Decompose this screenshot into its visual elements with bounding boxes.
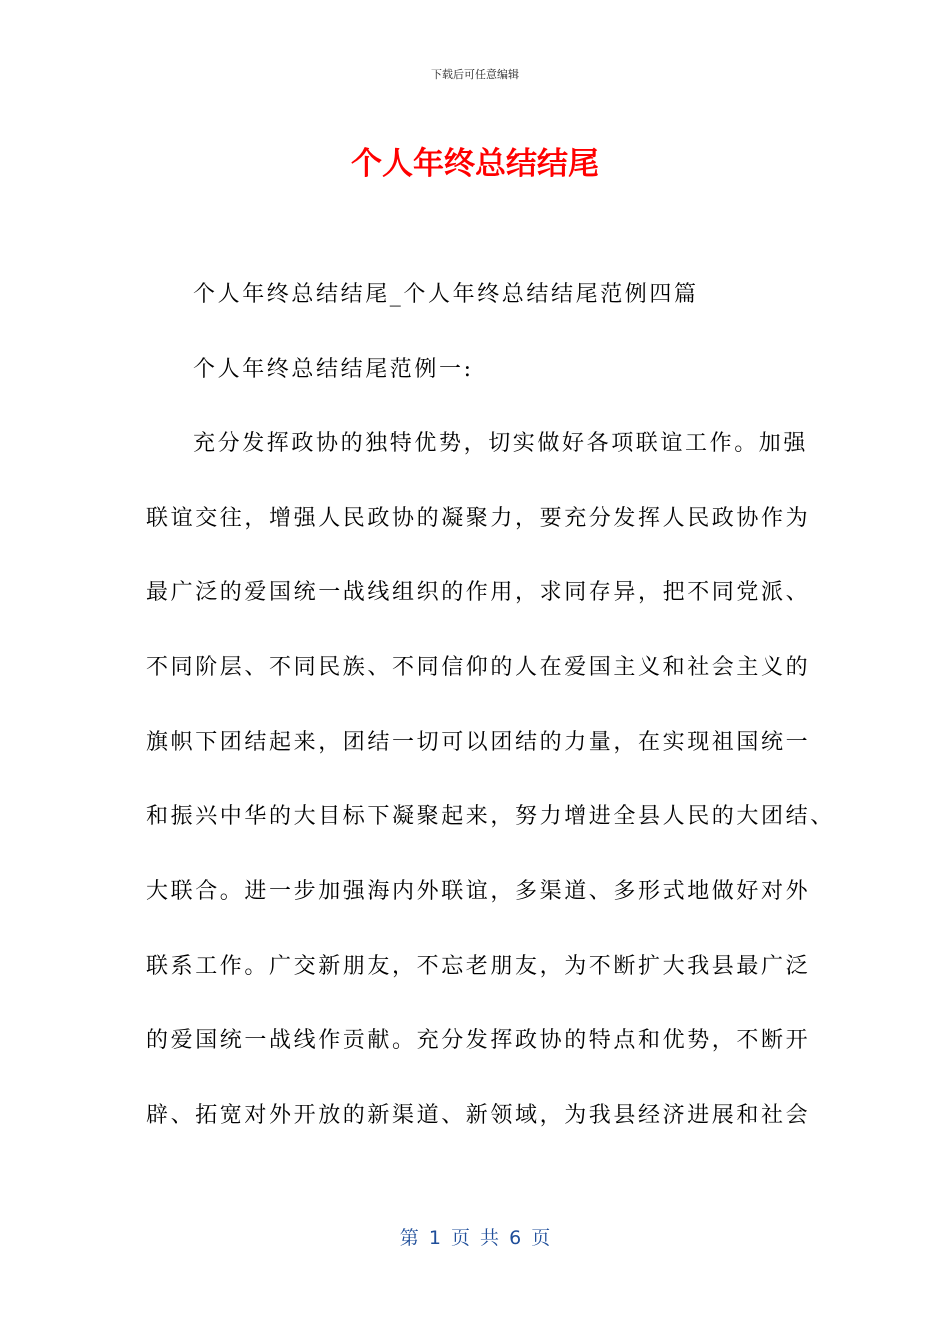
paragraph-line: 辟、拓宽对外开放的新渠道、新领域，为我县经济进展和社会 xyxy=(146,1103,811,1128)
document-title: 个人年终总结结尾 xyxy=(351,146,599,182)
page-label: 第 xyxy=(399,1227,419,1249)
page-of-label: 页 共 xyxy=(450,1227,500,1249)
paragraph-line: 联谊交往，增强人民政协的凝聚力，要充分发挥人民政协作为 xyxy=(146,506,811,531)
total-pages: 6 xyxy=(509,1227,522,1249)
paragraph-line: 和振兴中华的大目标下凝聚起来，努力增进全县人民的大团结、 xyxy=(146,804,835,829)
paragraph-line: 旗帜下团结起来，团结一切可以团结的力量，在实现祖国统一 xyxy=(146,730,811,755)
paragraph-line: 最广泛的爱国统一战线组织的作用，求同存异，把不同党派、 xyxy=(146,580,811,605)
paragraph-line: 充分发挥政协的独特优势，切实做好各项联谊工作。加强 xyxy=(193,431,809,456)
section-heading: 个人年终总结结尾范例一: xyxy=(193,357,474,382)
paragraph-line: 大联合。进一步加强海内外联谊，多渠道、多形式地做好对外 xyxy=(146,879,811,904)
page-suffix: 页 xyxy=(531,1227,551,1249)
header-note: 下载后可任意编辑 xyxy=(431,68,519,81)
page-number: 1 xyxy=(428,1227,441,1249)
paragraph-line: 联系工作。广交新朋友，不忘老朋友，为不断扩大我县最广泛 xyxy=(146,954,811,979)
paragraph-line: 的爱国统一战线作贡献。充分发挥政协的特点和优势，不断开 xyxy=(146,1028,811,1053)
page-footer xyxy=(0,1224,950,1252)
subtitle-line: 个人年终总结结尾_个人年终总结结尾范例四篇 xyxy=(193,282,699,307)
paragraph-line: 不同阶层、不同民族、不同信仰的人在爱国主义和社会主义的 xyxy=(146,655,811,680)
